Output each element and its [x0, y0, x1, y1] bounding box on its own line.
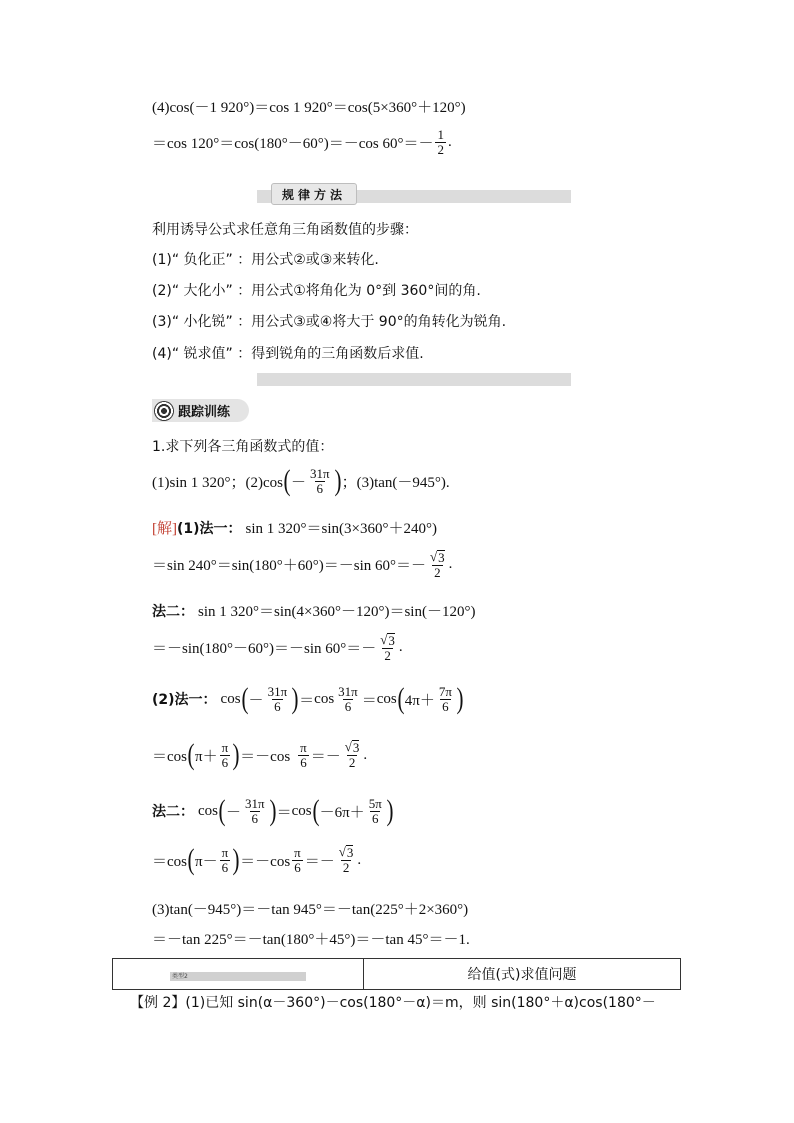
sol3-line1: (3)tan(－945°)＝－tan 945°＝－tan(225°＋2×360°): [152, 902, 469, 918]
sol2-m2-line2: [152, 845, 361, 875]
fraction: [243, 797, 267, 825]
part4-line1-text: (4)cos(－1 920°)＝cos 1 920°＝cos(5×360°＋120°): [152, 100, 466, 116]
frac-den: 6: [442, 698, 449, 714]
fraction: [220, 741, 231, 769]
paren-right: ): [334, 464, 342, 497]
type-left-cell: [113, 959, 364, 990]
sqrt: √ 3: [380, 632, 395, 648]
frac-den: 2: [342, 860, 350, 875]
term: 4π＋: [404, 692, 435, 709]
minus-sign: －: [248, 692, 264, 709]
period: .: [398, 639, 403, 656]
q-part3: ；(3)tan(－945°).: [341, 474, 450, 491]
frac-den: 6: [221, 859, 229, 875]
cos: cos: [291, 802, 312, 819]
term: ＝－cos: [240, 853, 291, 870]
frac-num: π: [221, 739, 229, 755]
minus-sign: －: [290, 474, 306, 491]
frac-num: π: [294, 844, 301, 860]
method-intro: 利用诱导公式求任意角三角函数值的步骤：: [152, 222, 418, 238]
frac-den: 2: [348, 755, 356, 770]
fraction: [343, 740, 362, 769]
sol1-line2: [152, 550, 452, 579]
frac-num: π: [221, 844, 229, 860]
frac-num: 31π: [338, 683, 358, 699]
sol1-m2-line2: [152, 633, 403, 662]
tracking-title: 跟踪训练: [178, 405, 231, 420]
frac-num: 31π: [310, 465, 330, 481]
paren-right: ): [232, 738, 240, 771]
fraction: [336, 685, 360, 713]
sol2-m2-line1: [152, 796, 394, 826]
paren-right: ): [269, 794, 277, 827]
equals: ＝: [276, 804, 292, 821]
frac-num: 7π: [438, 683, 452, 699]
term: ＝－: [304, 853, 335, 870]
period: .: [448, 556, 453, 573]
term: ＝cos: [152, 748, 187, 765]
paren-right: ): [232, 843, 240, 876]
sol1-m2-line1: [152, 600, 475, 621]
question-text: 1.求下列各三角函数式的值：: [152, 439, 334, 455]
paren-left: (: [312, 794, 320, 827]
method-banner-label: 规律方法: [271, 183, 357, 205]
fraction: [298, 741, 309, 769]
sqrt: √ 3: [430, 549, 445, 565]
q-part1: (1)sin 1 320°；(2)cos: [152, 474, 283, 491]
radicand: 3: [388, 633, 395, 648]
term: ＝cos: [152, 853, 187, 870]
solution-tag: [解]: [152, 521, 177, 537]
frac-num: 1: [437, 127, 444, 142]
period: .: [363, 746, 368, 763]
frac-den: 6: [371, 810, 379, 826]
fraction: [378, 633, 397, 662]
part4-line2: [152, 128, 452, 156]
frac-num: 5π: [368, 795, 382, 811]
frac-den: 2: [434, 564, 441, 580]
sol1-m2-line1-text: sin 1 320°＝sin(4×360°－120°)＝sin(－120°): [198, 604, 476, 620]
fraction: [428, 550, 447, 579]
frac-den: 6: [221, 754, 229, 770]
paren-left: (: [397, 682, 405, 715]
paren-left: (: [283, 464, 291, 497]
term: π－: [195, 853, 218, 870]
frac-den: 6: [251, 810, 259, 826]
cos: cos: [220, 690, 241, 707]
fraction: [337, 845, 356, 874]
sqrt: √ 3: [344, 739, 360, 756]
sol3-line2: ＝－tan 225°＝－tan(180°＋45°)＝－tan 45°＝－1.: [152, 932, 470, 948]
fraction: [292, 846, 303, 874]
fraction: [220, 846, 231, 874]
type-label: 类型2: [170, 972, 306, 981]
period: .: [447, 133, 452, 150]
paren-left: (: [187, 843, 195, 876]
frac-den: 6: [274, 698, 281, 714]
paren-left: (: [241, 682, 249, 715]
radicand: 3: [346, 845, 354, 861]
sol2-line1: [152, 684, 464, 714]
frac-den: 6: [294, 859, 301, 875]
paren-right: ): [386, 794, 394, 827]
method-label: (1)法一：: [177, 520, 242, 537]
fraction: [266, 685, 290, 713]
radicand: 3: [352, 740, 360, 756]
method-step-3: (3)“ 小化锐” ：用公式③或④将大于 90°的角转化为锐角.: [152, 314, 507, 330]
question-items: [152, 466, 450, 496]
frac-den: 6: [300, 754, 307, 770]
method-label: (2)法一：: [152, 692, 217, 708]
radicand: 3: [438, 550, 445, 565]
cos: cos: [198, 802, 218, 819]
type-title-cell: 给值(式)求值问题: [364, 959, 681, 990]
equals: ＝: [299, 692, 315, 709]
target-icon: [154, 401, 174, 421]
term: ＝－: [310, 748, 341, 765]
fraction: [437, 685, 454, 713]
equals: ＝: [361, 692, 377, 709]
frac-num: 31π: [267, 683, 288, 699]
fraction: [308, 467, 332, 495]
paren-left: (: [187, 738, 195, 771]
frac-den: 6: [316, 480, 324, 496]
term: －6π＋: [319, 804, 365, 821]
sol1-m2-line2-text: ＝－sin(180°－60°)＝－sin 60°＝－: [152, 641, 377, 658]
type-table: [112, 958, 681, 990]
table-row: [113, 959, 681, 990]
method-step-2: (2)“ 大化小” ：用公式①将角化为 0°到 360°间的角.: [152, 283, 481, 299]
sol1-line2-text: ＝sin 240°＝sin(180°＋60°)＝－sin 60°＝－: [152, 558, 426, 575]
paren-right: ): [291, 682, 299, 715]
method-step-4: (4)“ 锐求值” ：得到锐角的三角函数后求值.: [152, 346, 424, 362]
sol1-line1-text: sin 1 320°＝sin(3×360°＋240°): [245, 521, 438, 537]
tracking-heading: [152, 399, 249, 422]
method-banner-bottom: [257, 373, 571, 386]
frac-den: 2: [437, 141, 444, 157]
cos: cos: [314, 690, 335, 707]
paren-right: ): [456, 682, 464, 715]
term: ＝－cos: [240, 748, 291, 765]
part4-line2-text: ＝cos 120°＝cos(180°－60°)＝－cos 60°＝－: [152, 135, 434, 152]
term: π＋: [195, 748, 218, 765]
frac-num: π: [300, 739, 307, 755]
minus-sign: －: [226, 804, 242, 821]
period: .: [357, 851, 362, 868]
example2-text: 【例 2】(1)已知 sin(α－360°)－cos(180°－α)＝m，则 sin(180°＋α)cos(180°－: [130, 995, 656, 1011]
method-label: 法二：: [152, 804, 194, 820]
paren-left: (: [218, 794, 226, 827]
method-step-1: (1)“ 负化正” ：用公式②或③来转化.: [152, 252, 379, 268]
fraction: [367, 797, 384, 825]
frac-den: 6: [344, 698, 352, 714]
frac-num: 31π: [245, 795, 265, 811]
method-label: 法二：: [152, 603, 194, 620]
frac-den: 2: [384, 647, 391, 663]
sol2-line2: [152, 740, 367, 770]
part4-line1: [152, 96, 466, 117]
sqrt: √ 3: [338, 844, 354, 861]
cos: cos: [376, 690, 397, 707]
sol1-line1: [152, 517, 437, 538]
fraction: [435, 128, 446, 156]
